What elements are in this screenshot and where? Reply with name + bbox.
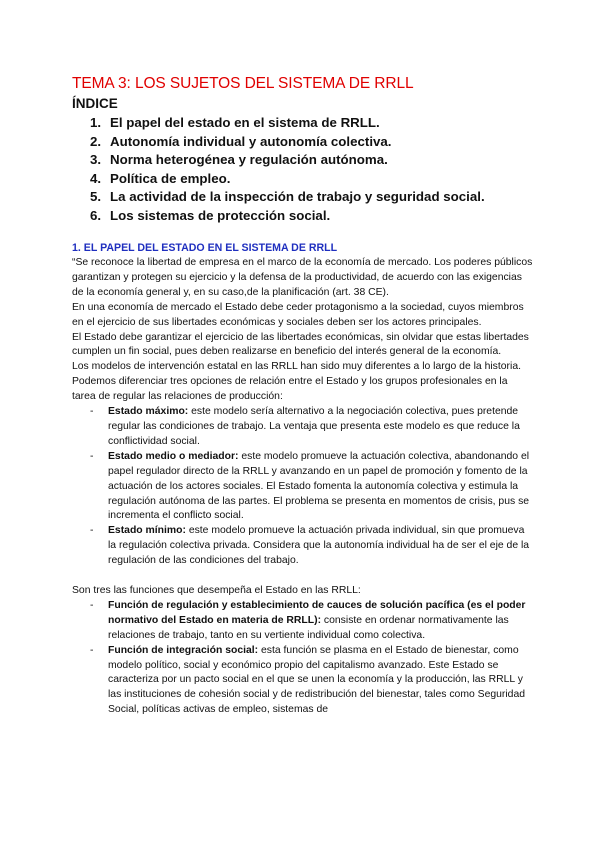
toc-item: 5. La actividad de la inspección de trabajo y seguridad social. (90, 188, 485, 207)
toc-item-label: Política de empleo. (110, 170, 231, 186)
paragraph: “Se reconoce la libertad de empresa en el marco de la economía de mercado. Los poderes públicos garantizan y protegen su ejercicio y la defensa de la productividad, de acuerdo con las exigencias de la economía general y, en su caso,de la planificación (art. 38 CE). (72, 257, 533, 298)
toc-item-label: Autonomía individual y autonomía colectiva. (110, 133, 392, 149)
index-heading: ÍNDICE (72, 96, 118, 111)
list-item: - Estado medio o mediador: este modelo promueve la actuación colectiva, abandonando el papel regulador directo de la RRLL y avanzando en un papel de promoción y fomento de la actuación de los actores sociales. El Estado fomenta la autonomía colectiva y estimula la regulación autónoma de las partes. El problema se presenta en momentos de crisis, pus se incrementa el conflicto social. (90, 450, 530, 522)
toc-item-label: Norma heterogénea y regulación autónoma. (110, 152, 388, 167)
toc-item-label: La actividad de la inspección de trabajo y seguridad social. (110, 189, 485, 204)
document-title: TEMA 3: LOS SUJETOS DEL SISTEMA DE RRLL (72, 75, 414, 92)
paragraph: En una economía de mercado el Estado debe ceder protagonismo a la sociedad, cuyos miembros en el ejercicio de sus libertades económicas y sociales deben ser los actores principales. (72, 301, 524, 328)
state-functions-list (72, 599, 534, 718)
list-item-text: este modelo promueve la actuación privada individual, sin que promueva la regulación colectiva privada. Considera que la autonomía individual ha de ser el eje de la regulación de las condiciones del trabajo. (108, 525, 530, 567)
section-heading: 1. EL PAPEL DEL ESTADO EN EL SISTEMA DE RRLL (72, 242, 338, 254)
list-item-term: Estado mínimo: (108, 525, 186, 537)
toc-item: 2. Autonomía individual y autonomía colectiva. (90, 133, 485, 152)
toc-item: 4. Política de empleo. (90, 170, 485, 189)
list-item: - Estado mínimo: este modelo promueve la actuación privada individual, sin que promueva la regulación colectiva privada. Considera que la autonomía individual ha de ser el eje de la regulación de las condiciones del trabajo. (90, 525, 530, 567)
toc-item: 3. Norma heterogénea y regulación autónoma. (90, 151, 485, 170)
paragraph: Los modelos de intervención estatal en las RRLL han sido muy diferentes a lo largo de la historia. (72, 361, 521, 373)
list-item-text: consiste en ordenar normativamente las relaciones de trabajo, tanto en su vertiente individual como colectiva. (108, 614, 509, 641)
paragraph: Son tres las funciones que desempeña el Estado en las RRLL: (72, 585, 361, 597)
toc-item: 1. El papel del estado en el sistema de RRLL. (90, 114, 485, 133)
list-item-term: Estado medio o mediador: (108, 450, 239, 462)
toc-item-label: El papel del estado en el sistema de RRLL. (110, 115, 380, 130)
paragraph: Podemos diferenciar tres opciones de relación entre el Estado y los grupos profesionales en la tarea de regular las relaciones de producción: (72, 376, 508, 403)
list-item: - Estado máximo: este modelo sería alternativo a la negociación colectiva, pues pretende regular las condiciones de trabajo. La ventaja que presenta este modelo es que reduce la conflictividad social. (90, 406, 520, 447)
list-item: - Función de regulación y establecimiento de cauces de solución pacífica (es el poder normativo del Estado en materia de RRLL): consiste en ordenar normativamente las relaciones de trabajo, tanto en su vertiente individual como colectiva. (90, 599, 526, 641)
list-item-text: este modelo sería alternativo a la negociación colectiva, pues pretende regular las condiciones de trabajo. La ventaja que presenta este modelo es que reduce la conflictividad social. (108, 406, 520, 447)
section-body (72, 256, 534, 718)
list-item-term: Función de integración social: (108, 644, 259, 656)
list-item-text: este modelo promueve la actuación colectiva, abandonando el papel regulador directo de la RRLL y avanzando en un papel de promoción y fomento de la actuación de los actores sociales. El Estado fomenta la autonomía colectiva y estimula la regulación autónoma de las partes. El problema se presenta en momentos de crisis, pus se incrementa el conflicto social. (108, 450, 530, 522)
paragraph: El Estado debe garantizar el ejercicio de las libertades económicas, sin olvidar que estas libertades cumplen un fin social, pues deben realizarse en beneficio del interés general de la economía. (72, 331, 529, 358)
state-models-list (72, 405, 534, 569)
list-item-term: Estado máximo: (108, 406, 189, 418)
table-of-contents (90, 114, 485, 225)
toc-item-label: Los sistemas de protección social. (110, 207, 331, 223)
toc-item: 6. Los sistemas de protección social. (90, 207, 485, 226)
list-item-term: Función de regulación y establecimiento de cauces de solución pacífica (es el poder normativo del Estado en materia de RRLL): (108, 599, 526, 626)
list-item: - Función de integración social: esta función se plasma en el Estado de bienestar, como modelo político, social y económico propio del capitalismo avanzado. Este Estado se caracteriza por un pacto social en el que se unen la economía y la producción, las RRLL y las instituciones de cohesión social y de redistribución del bienestar, tales como Seguridad Social, políticas activas de empleo, sistemas de (90, 644, 526, 716)
list-item-text: esta función se plasma en el Estado de bienestar, como modelo político, social y económico propio del capitalismo avanzado. Este Estado se caracteriza por un pacto social en el que se unen la economía y la producción, las RRLL y las instituciones de cohesión social y de redistribución del bienestar, tales como Seguridad Social, políticas activas de empleo, sistemas de (108, 644, 526, 716)
